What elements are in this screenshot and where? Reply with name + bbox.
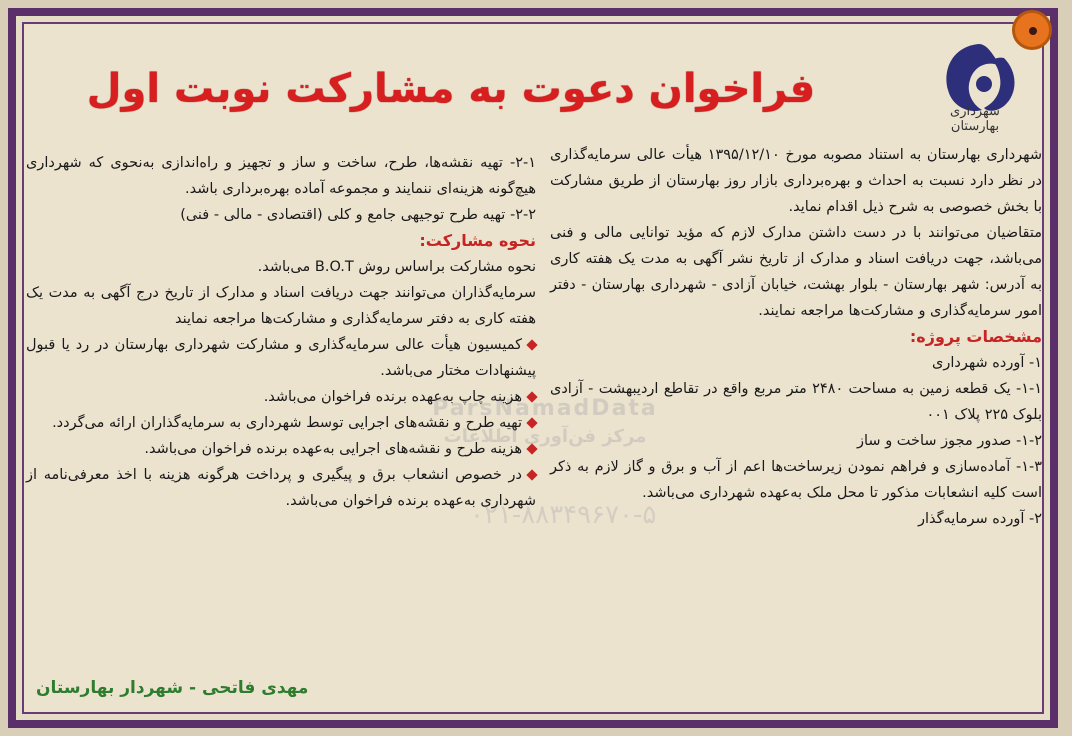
left-bullet-text: کمیسیون هیأت عالی سرمایه‌گذاری و مشارکت شهرداری بهارستان در رد یا قبول پیشنهادات مختار می‌باشد. (26, 337, 536, 379)
diamond-bullet-icon (526, 339, 537, 350)
watermark-subtitle: مرکز فن‌آوری اطلاعات (443, 426, 647, 447)
right-heading: مشخصات پروژه: (909, 327, 1042, 346)
right-paragraph: ۱-۱- یک قطعه زمین به مساحت ۲۴۸۰ متر مربع واقع در تقاطع اردیبهشت - آزادی بلوک ۲۲۵ پلاک ۰۰۱ (550, 381, 1043, 423)
logo-caption: شهرداری بهارستان (950, 104, 1000, 134)
right-paragraph: ۱-۲- صدور مجوز ساخت و ساز (857, 433, 1042, 449)
left-heading: نحوه مشارکت: (419, 231, 536, 250)
right-paragraph: ۱-۳- آماده‌سازی و فراهم نمودن زیرساخت‌ها اعم از آب و برق و گاز لازم به ذکر است کلیه انشعابات مذکور تا محل ملک به‌عهده شهرداری می‌باشد. (550, 459, 1042, 501)
left-paragraph: نحوه مشارکت براساس روش B.O.T می‌باشد. (257, 259, 536, 275)
right-paragraph: شهرداری بهارستان به استناد مصوبه مورخ ۱۳۹۵/۱۲/۱۰ هیأت عالی سرمایه‌گذاری در نظر دارد نسبت به احداث و بهره‌برداری بازار روز بهارستان از طریق مشارکت با بخش خصوصی به شرح ذیل اقدام نماید. (550, 147, 1042, 215)
left-paragraph: ۲-۱- تهیه نقشه‌ها، طرح، ساخت و ساز و تجهیز و راه‌اندازی به‌نحوی که شهرداری هیچ‌گونه هزینه‌ای ننمایند و مجموعه آماده بهره‌برداری باشد. (26, 155, 536, 197)
left-paragraph: ۲-۲- تهیه طرح توجیهی جامع و کلی (اقتصادی - مالی - فنی) (180, 207, 536, 223)
left-bullet-text: در خصوص انشعاب برق و پیگیری و پرداخت هرگونه هزینه با اخذ معرفی‌نامه از شهرداری به‌عهده برنده فراخوان می‌باشد. (26, 467, 536, 509)
left-bullet-text: تهیه طرح و نقشه‌های اجرایی توسط شهرداری به سرمایه‌گذاران ارائه می‌گردد. (52, 415, 522, 431)
left-paragraph: سرمایه‌گذاران می‌توانند جهت دریافت اسناد و مدارک از تاریخ درج آگهی به مدت یک هفته کاری به دفتر سرمایه‌گذاری و مشارکت‌ها مراجعه نمایند (26, 285, 536, 327)
left-bullet-text: هزینه چاپ به‌عهده برنده فراخوان می‌باشد. (263, 389, 522, 405)
right-paragraph: ۱- آورده شهرداری (931, 355, 1042, 371)
right-paragraph: ۲- آورده سرمایه‌گذار (917, 511, 1042, 527)
left-bullet-item (26, 332, 536, 384)
signature: مهدی فاتحی - شهردار بهارستان (36, 678, 309, 698)
page-title: فراخوان دعوت به مشارکت نوبت اول (86, 66, 816, 112)
left-bullet-text: هزینه طرح و نقشه‌های اجرایی به‌عهده برنده فراخوان می‌باشد. (144, 441, 522, 457)
watermark-phone: ۰۲۱-۸۸۳۴۹۶۷۰-۵ (470, 500, 657, 530)
diamond-bullet-icon (526, 469, 537, 480)
watermark-brand: ParsNamadData (432, 396, 658, 421)
left-column (26, 150, 536, 514)
left-bullet-item (26, 462, 536, 514)
right-paragraph: متقاضیان می‌توانند با در دست داشتن مدارک لازم که مؤید توانایی مالی و فنی می‌باشد، جهت دریافت اسناد و مدارک از تاریخ نشر آگهی به مدت یک هفته کاری به آدرس: شهر بهارستان - بلوار بهشت، خیابان آزادی - شهرداری بهارستان - دفتر امور سرمایه‌گذاری و مشارکت‌ها مراجعه نمایند. (550, 225, 1042, 319)
right-column (550, 142, 1042, 532)
